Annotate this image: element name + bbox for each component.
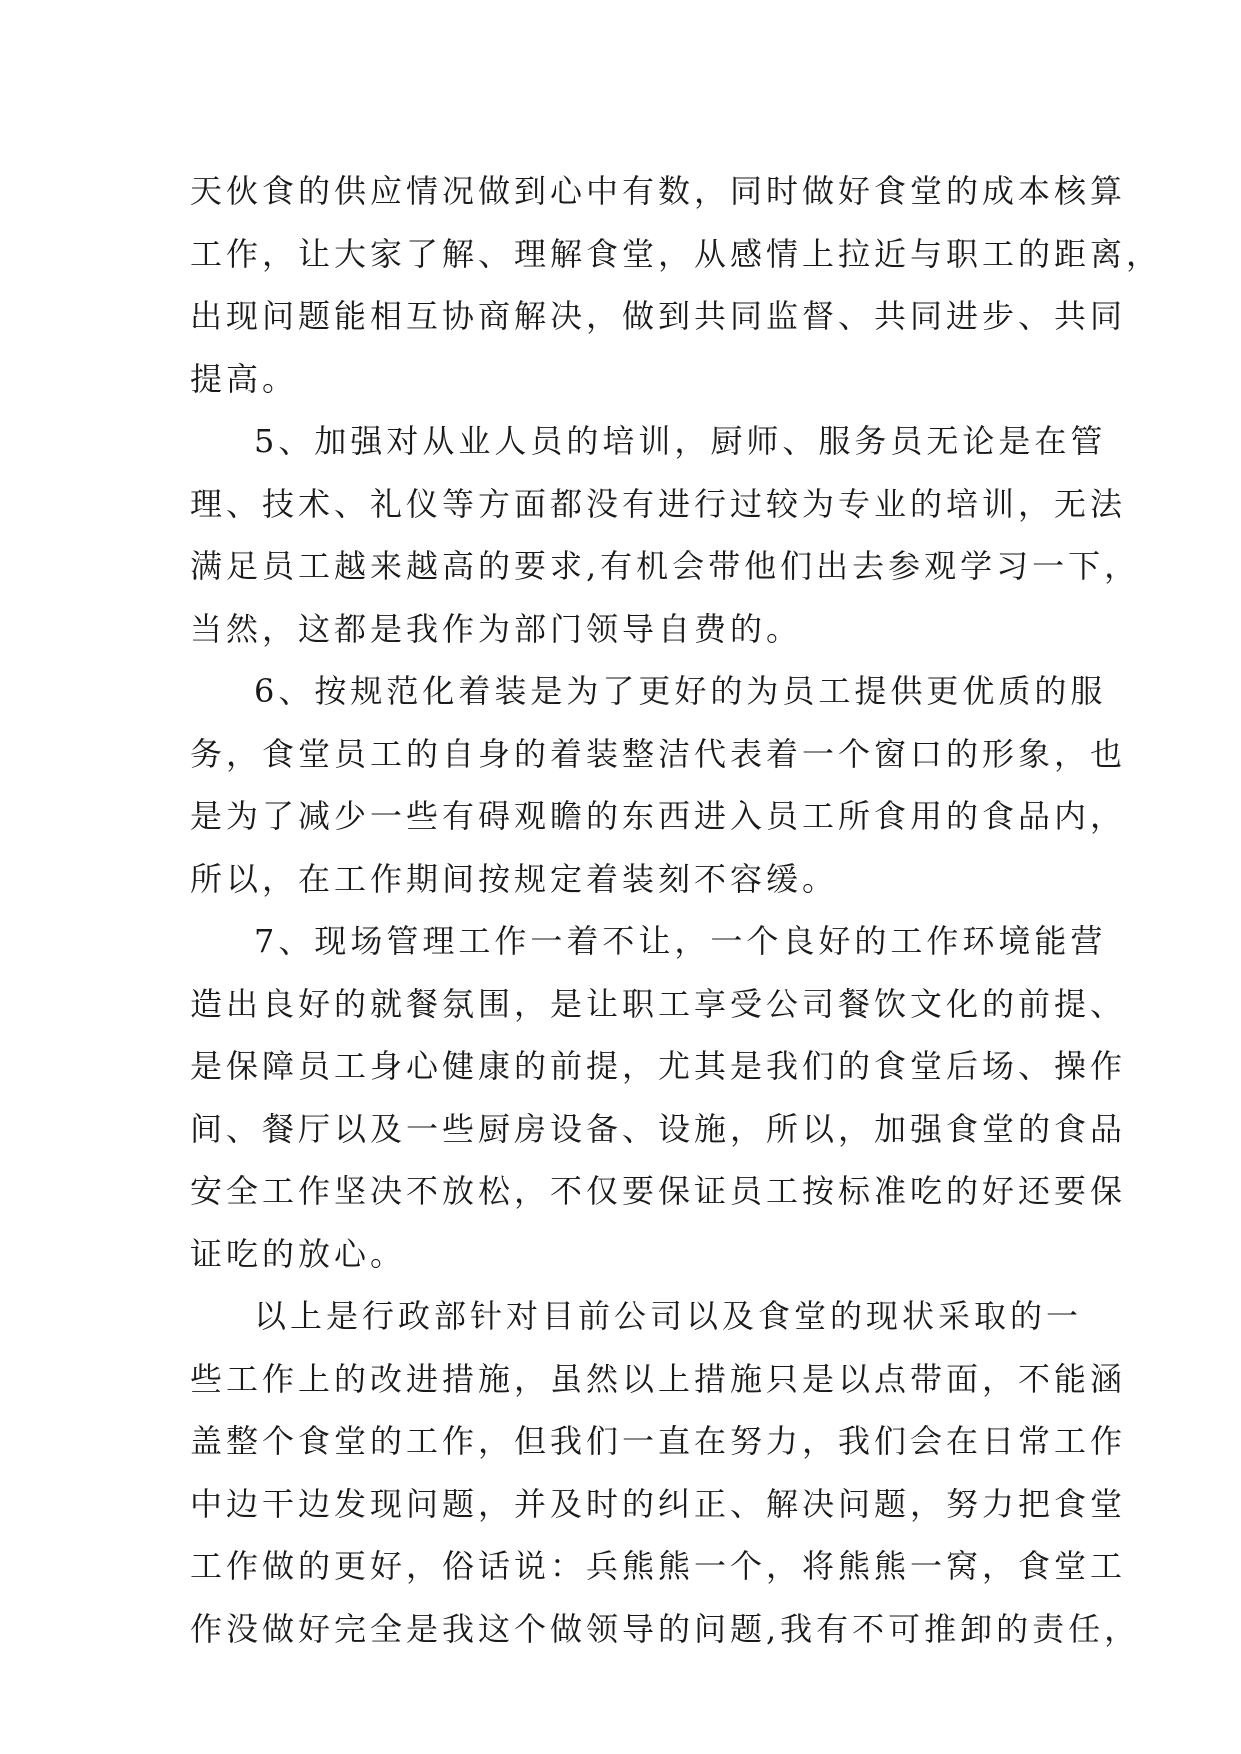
text-line: 证吃的放心。 — [190, 1234, 407, 1273]
text-line: 满足员工越来越高的要求,有机会带他们出去参观学习一下， — [190, 547, 1141, 585]
text-line: 所以，在工作期间按规定着装刻不容缓。 — [190, 859, 839, 898]
text-line: 6、按规范化着装是为了更好的为员工提供更优质的服 — [254, 672, 1107, 710]
text-line: 作没做好完全是我这个做领导的问题,我有不可推卸的责任， — [190, 1609, 1141, 1648]
text-line: 务，食堂员工的自身的着装整洁代表着一个窗口的形象，也 — [190, 734, 1127, 773]
text-line: 间、餐厅以及一些厨房设备、设施，所以，加强食堂的食品 — [190, 1109, 1127, 1148]
text-line: 造出良好的就餐氛围，是让职工享受公司餐饮文化的前提、 — [190, 984, 1127, 1023]
text-line: 安全工作坚决不放松，不仅要保证员工按标准吃的好还要保 — [190, 1172, 1127, 1210]
text-line: 5、加强对从业人员的培训，厨师、服务员无论是在管 — [254, 422, 1107, 460]
text-line: 工作，让大家了解、理解食堂，从感情上拉近与职工的距离， — [190, 234, 1163, 273]
text-line: 些工作上的改进措施，虽然以上措施只是以点带面，不能涵 — [190, 1359, 1127, 1398]
text-line: 出现问题能相互协商解决，做到共同监督、共同进步、共同 — [190, 297, 1127, 335]
text-line: 以上是行政部针对目前公司以及食堂的现状采取的一 — [254, 1297, 1083, 1335]
text-line: 中边干边发现问题，并及时的纠正、解决问题，努力把食堂 — [190, 1484, 1127, 1523]
text-line: 天伙食的供应情况做到心中有数，同时做好食堂的成本核算 — [190, 172, 1127, 210]
document-body — [190, 160, 1163, 1660]
text-line: 当然，这都是我作为部门领导自费的。 — [190, 609, 803, 648]
text-line: 7、现场管理工作一着不让，一个良好的工作环境能营 — [254, 922, 1107, 960]
text-line: 是为了减少一些有碍观瞻的东西进入员工所食用的食品内， — [190, 797, 1127, 835]
text-line: 工作做的更好，俗话说：兵熊熊一个，将熊熊一窝，食堂工 — [190, 1547, 1127, 1585]
text-line: 是保障员工身心健康的前提，尤其是我们的食堂后场、操作 — [190, 1047, 1127, 1085]
text-line: 提高。 — [190, 359, 299, 398]
text-line: 理、技术、礼仪等方面都没有进行过较为专业的培训，无法 — [190, 484, 1127, 523]
text-line: 盖整个食堂的工作，但我们一直在努力，我们会在日常工作 — [190, 1422, 1127, 1460]
